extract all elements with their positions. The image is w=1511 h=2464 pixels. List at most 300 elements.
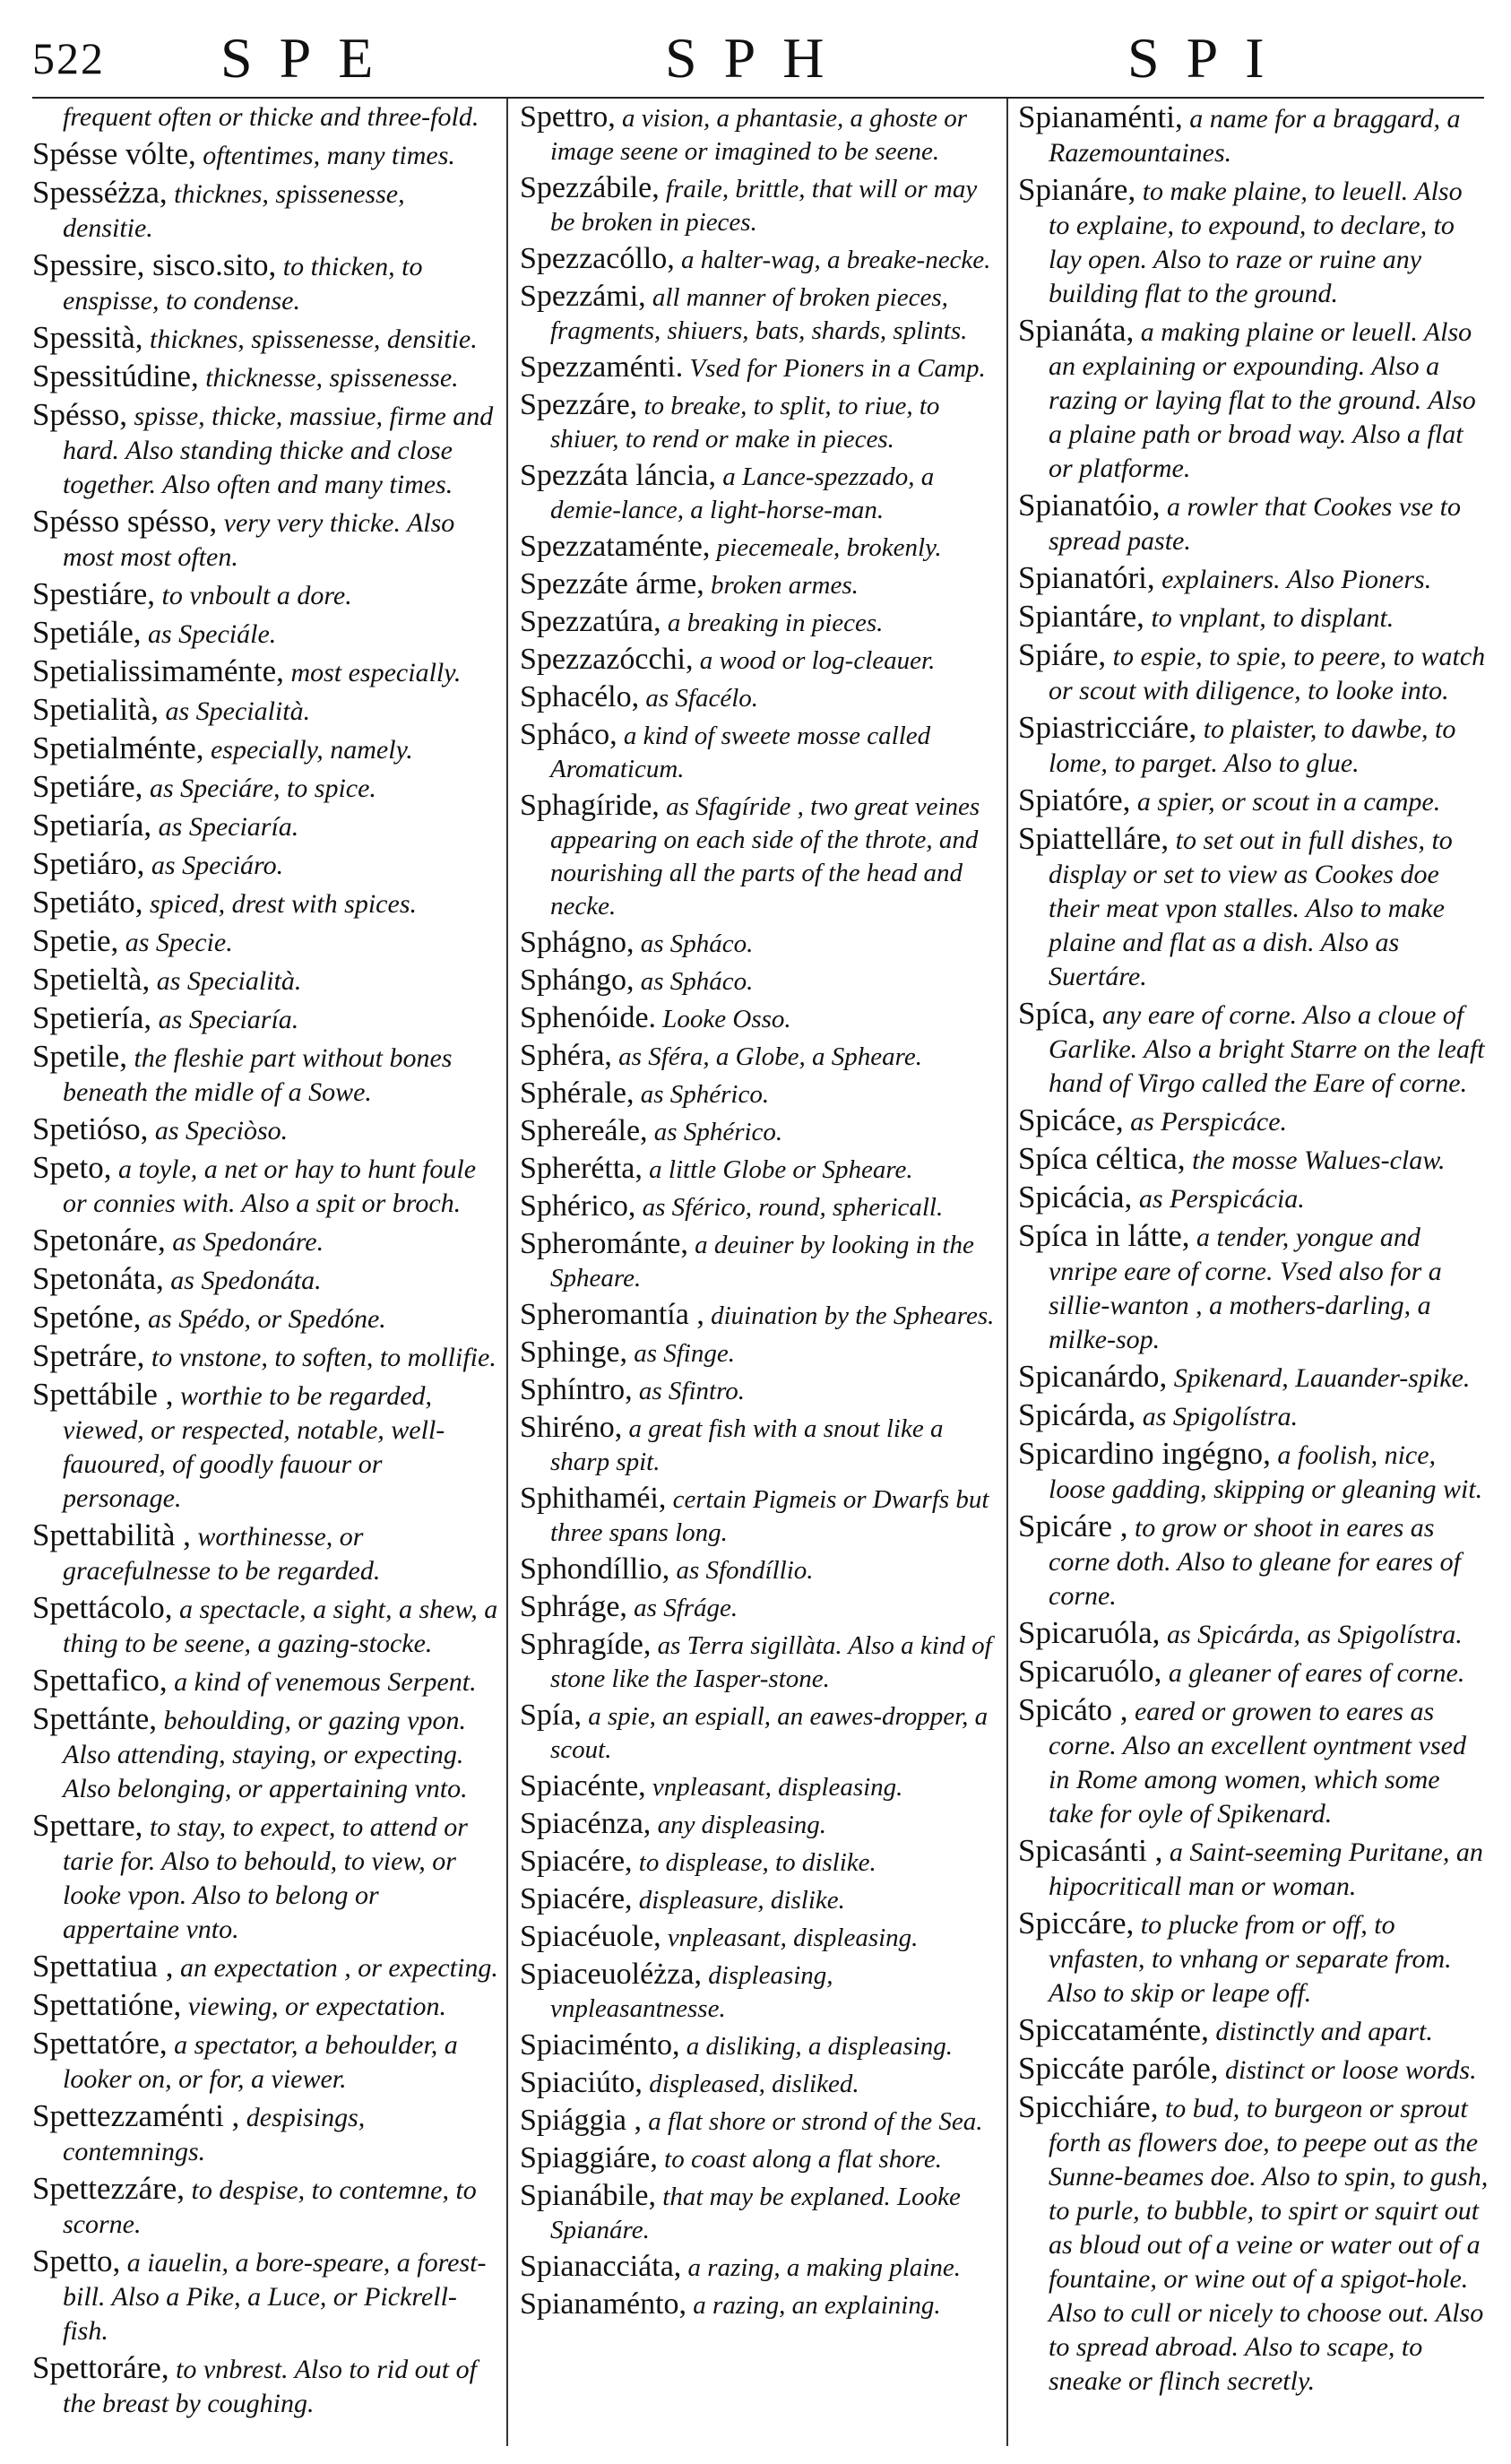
entry-definition: an expectation , or expecting. bbox=[173, 1953, 498, 1983]
entry-definition: a vision, a phantasie, a ghoste or image seene or imagined to be seene. bbox=[550, 104, 968, 166]
dictionary-entry bbox=[32, 654, 498, 690]
entry-definition: as Specialità. bbox=[158, 696, 311, 726]
entry-headword: Spetóne, bbox=[32, 1300, 142, 1335]
dictionary-entry bbox=[1018, 2013, 1489, 2049]
dictionary-entry bbox=[1018, 600, 1489, 635]
entry-definition: as Specialità. bbox=[150, 966, 302, 996]
entry-definition: as Perspicáce. bbox=[1123, 1107, 1288, 1137]
entry-headword: Shiréno, bbox=[520, 1411, 623, 1444]
entry-definition: as Spedonáta. bbox=[163, 1266, 322, 1295]
entry-headword: Spianáta, bbox=[1018, 313, 1135, 348]
entry-definition: Vsed for Pioners in a Camp. bbox=[683, 354, 986, 383]
entry-headword: Spettatióne, bbox=[32, 1987, 182, 2022]
entry-definition: that may be explaned. Looke Spianáre. bbox=[550, 2183, 961, 2244]
entry-headword: Sphereále, bbox=[520, 1114, 648, 1147]
dictionary-entry bbox=[32, 1301, 498, 1336]
dictionary-entry bbox=[520, 1373, 995, 1408]
entry-definition: a breaking in pieces. bbox=[661, 609, 884, 637]
entry-headword: Spicasánti , bbox=[1018, 1833, 1163, 1868]
entry-definition: explainers. Also Pioners. bbox=[1154, 565, 1432, 594]
entry-headword: Spiccáre, bbox=[1018, 1906, 1135, 1941]
entry-definition: a gleaner of eares of corne. bbox=[1161, 1658, 1465, 1688]
entry-headword: Spestiáre, bbox=[32, 576, 156, 611]
entry-headword: Spettezzaménti , bbox=[32, 2098, 240, 2133]
entry-headword: Spianaménti, bbox=[1018, 100, 1183, 134]
entry-definition: as Speciaría. bbox=[151, 1005, 299, 1034]
entry-definition: as Spigolístra. bbox=[1135, 1402, 1299, 1431]
entry-definition: as Spédo, or Spedóne. bbox=[141, 1304, 386, 1334]
entry-headword: Spicáce, bbox=[1018, 1102, 1124, 1137]
entry-headword: Sphinge, bbox=[520, 1336, 627, 1369]
entry-definition: as Sfondíllio. bbox=[669, 1556, 814, 1585]
entry-definition: thicknesse, spissenesse. bbox=[198, 363, 459, 393]
entry-definition: a wood or log-cleauer. bbox=[693, 646, 936, 675]
entry-headword: Spiaciúto, bbox=[520, 2066, 643, 2099]
entry-definition: vnpleasant, displeasing. bbox=[645, 1773, 903, 1802]
dictionary-entry bbox=[520, 2066, 995, 2101]
entry-headword: Spetile, bbox=[32, 1039, 127, 1074]
entry-definition: a name for a braggard, a Razemountaines. bbox=[1049, 104, 1461, 168]
entry-headword: Sphágno, bbox=[520, 926, 635, 959]
entry-headword: Spiccáte paróle, bbox=[1018, 2051, 1219, 2086]
entry-definition: as Sphérico. bbox=[647, 1118, 783, 1146]
entry-definition: as Speciále. bbox=[141, 619, 277, 649]
entry-headword: Sphacélo, bbox=[520, 680, 640, 713]
dictionary-entry bbox=[32, 2027, 498, 2097]
dictionary-entry bbox=[520, 1920, 995, 1955]
entry-definition: thicknes, spissenesse, densitie. bbox=[63, 179, 405, 243]
entry-headword: Spessità, bbox=[32, 320, 143, 355]
entry-definition: very very thicke. Also most most often. bbox=[63, 508, 455, 572]
entry-headword: Spésse vólte, bbox=[32, 136, 196, 171]
dictionary-entry bbox=[520, 1411, 995, 1479]
dictionary-entry bbox=[32, 577, 498, 613]
dictionary-entry bbox=[520, 567, 995, 602]
dictionary-entry bbox=[520, 100, 995, 169]
dictionary-entry bbox=[32, 2244, 498, 2348]
entry-headword: Spetonáre, bbox=[32, 1223, 166, 1258]
entry-definition: to vnplant, to displant. bbox=[1144, 603, 1394, 633]
dictionary-entry bbox=[1018, 561, 1489, 597]
entry-headword: Spiággia , bbox=[520, 2104, 642, 2137]
entry-headword: Spezzábile, bbox=[520, 171, 660, 204]
entry-headword: Sphenóide. bbox=[520, 1001, 657, 1034]
dictionary-entry bbox=[520, 388, 995, 456]
entry-definition: especially, namely. bbox=[203, 735, 413, 765]
entry-definition: piecemeale, brokenly. bbox=[710, 533, 942, 562]
entry-headword: Spicáre , bbox=[1018, 1509, 1128, 1543]
entry-definition: to plaister, to dawbe, to lome, to parget. Also to glue. bbox=[1049, 714, 1456, 778]
entry-headword: Spiantáre, bbox=[1018, 599, 1144, 634]
entry-headword: Spicárda, bbox=[1018, 1397, 1136, 1432]
entry-headword: Spetráre, bbox=[32, 1338, 145, 1373]
dictionary-entry bbox=[1018, 638, 1489, 708]
dictionary-entry bbox=[520, 242, 995, 277]
entry-headword: Spiaciménto, bbox=[520, 2028, 680, 2062]
dictionary-entry bbox=[520, 1114, 995, 1149]
entry-definition: a Lance-spezzado, a demie-lance, a light-horse-man. bbox=[550, 463, 935, 524]
entry-headword: Spetto, bbox=[32, 2244, 121, 2278]
dictionary-entry bbox=[1018, 1219, 1489, 1357]
entry-headword: Spettro, bbox=[520, 100, 616, 134]
entry-definition: a little Globe or Spheare. bbox=[642, 1155, 913, 1184]
dictionary-entry bbox=[32, 963, 498, 999]
entry-definition: a iauelin, a bore-speare, a forest-bill. Also a Pike, a Luce, or Pickrell-fish. bbox=[63, 2248, 487, 2346]
entry-headword: Spicanárdo, bbox=[1018, 1359, 1168, 1394]
dictionary-entry bbox=[520, 2250, 995, 2285]
entry-headword: Spháco, bbox=[520, 718, 617, 751]
dictionary-entry bbox=[520, 459, 995, 527]
dictionary-entry bbox=[520, 1001, 995, 1036]
dictionary-entry bbox=[32, 1001, 498, 1037]
dictionary-entry bbox=[520, 1958, 995, 2026]
entry-headword: Spezzáta láncia, bbox=[520, 459, 716, 492]
dictionary-entry bbox=[1018, 1906, 1489, 2010]
entry-definition: a halter-wag, a breake-necke. bbox=[674, 246, 991, 274]
dictionary-entry bbox=[32, 616, 498, 652]
dictionary-entry bbox=[1018, 1655, 1489, 1690]
dictionary-entry bbox=[32, 2172, 498, 2242]
entry-definition: distinctly and apart. bbox=[1208, 2017, 1433, 2046]
entry-definition: a spectator, a behoulder, a looker on, or for, a viewer. bbox=[63, 2030, 458, 2094]
dictionary-entry bbox=[520, 1807, 995, 1842]
entry-definition: as Sfinge. bbox=[626, 1339, 735, 1368]
dictionary-entry bbox=[520, 1590, 995, 1625]
dictionary-entry bbox=[1018, 1360, 1489, 1396]
entry-headword: Spetialissimaménte, bbox=[32, 653, 284, 688]
entry-definition: all manner of broken pieces, fragments, shiuers, bats, shards, splints. bbox=[550, 283, 968, 345]
entry-definition: the mosse Walues-claw. bbox=[1185, 1146, 1446, 1175]
entry-definition: as Sfintro. bbox=[632, 1377, 746, 1405]
dictionary-entry bbox=[32, 2099, 498, 2169]
entry-definition: to make plaine, to leuell. Also to explaine, to expound, to declare, to lay open. Also to raze or ruine any building flat to the ground. bbox=[1049, 177, 1463, 308]
dictionary-entry bbox=[520, 926, 995, 961]
dictionary-entry bbox=[520, 643, 995, 678]
dictionary-entry bbox=[520, 1227, 995, 1295]
dictionary-entry bbox=[520, 2104, 995, 2139]
entry-definition: spisse, thicke, massiue, firme and hard. Also standing thicke and close together. Also often and many times. bbox=[63, 402, 494, 499]
entry-definition: to vnstone, to soften, to mollifie. bbox=[144, 1343, 496, 1372]
dictionary-entry bbox=[32, 1262, 498, 1298]
entry-definition: to vnboult a dore. bbox=[155, 581, 352, 610]
entry-definition: as Spedonáre. bbox=[165, 1227, 324, 1257]
entry-headword: Sphéra, bbox=[520, 1039, 612, 1072]
entry-definition: vnpleasant, displeasing. bbox=[661, 1924, 919, 1952]
entry-headword: Spettábile , bbox=[32, 1377, 174, 1412]
entry-definition: a kind of sweete mosse called Aromaticum. bbox=[550, 722, 931, 783]
entry-definition: a toyle, a net or hay to hunt foule or connies with. Also a spit or broch. bbox=[63, 1154, 477, 1218]
entry-definition: to espie, to spie, to peere, to watch or scout with diligence, to looke into. bbox=[1049, 642, 1486, 705]
dictionary-entry bbox=[520, 1845, 995, 1880]
entry-headword: Sphráge, bbox=[520, 1590, 627, 1623]
entry-headword: Spiatóre, bbox=[1018, 782, 1131, 817]
entry-headword: Spíca céltica, bbox=[1018, 1141, 1186, 1176]
entry-definition: displeasing, vnpleasantnesse. bbox=[550, 1961, 833, 2023]
entry-headword: Spiccataménte, bbox=[1018, 2012, 1209, 2047]
entry-definition: as Terra sigillàta. Also a kind of stone like the Iasper-stone. bbox=[550, 1631, 992, 1693]
dictionary-entry bbox=[520, 1769, 995, 1804]
entry-headword: Spetie, bbox=[32, 923, 119, 958]
dictionary-entry bbox=[32, 924, 498, 960]
entry-definition: fraile, brittle, that will or may be broken in pieces. bbox=[550, 175, 978, 237]
dictionary-entry bbox=[1018, 488, 1489, 558]
dictionary-entry bbox=[1018, 1437, 1489, 1507]
entry-headword: Spezzataménte, bbox=[520, 530, 711, 563]
dictionary-entry bbox=[520, 2141, 995, 2176]
entry-headword: Spetialità, bbox=[32, 692, 159, 727]
entry-definition: a flat shore or strond of the Sea. bbox=[641, 2107, 983, 2136]
entry-headword: Spiaggiáre, bbox=[520, 2141, 658, 2174]
entry-definition: to breake, to split, to riue, to shiuer, to rend or make in pieces. bbox=[550, 392, 940, 454]
entry-headword: Sphithaméi, bbox=[520, 1482, 667, 1515]
dictionary-entry bbox=[32, 248, 498, 318]
entry-headword: Spianatóio, bbox=[1018, 488, 1161, 523]
column-right bbox=[1018, 100, 1489, 2446]
entry-definition: as Spicárda, as Spigolístra. bbox=[1160, 1620, 1463, 1649]
entry-headword: Spiacére, bbox=[520, 1845, 633, 1878]
entry-headword: Speto, bbox=[32, 1150, 112, 1185]
header-rule bbox=[32, 97, 1484, 99]
entry-headword: Spetonáta, bbox=[32, 1261, 164, 1296]
dictionary-entry bbox=[32, 1151, 498, 1221]
entry-headword: Spicaruólo, bbox=[1018, 1654, 1162, 1689]
column-left bbox=[32, 100, 498, 2446]
entry-definition: as Sférico, round, sphericall. bbox=[635, 1193, 944, 1222]
entry-definition: Looke Osso. bbox=[656, 1005, 791, 1033]
entry-definition: distinct or loose words. bbox=[1218, 2055, 1477, 2085]
dictionary-entry bbox=[32, 886, 498, 921]
dictionary-entry bbox=[1018, 711, 1489, 781]
entry-headword: Sphángo, bbox=[520, 964, 635, 997]
entry-definition: most especially. bbox=[283, 658, 462, 687]
entry-headword: Spiaceuoléżza, bbox=[520, 1958, 702, 1991]
entry-definition: any eare of corne. Also a cloue of Garlike. Also a bright Starre on the leaft hand of Virgo called the Eare of corne. bbox=[1049, 1000, 1485, 1098]
entry-headword: Spessire, sisco.sito, bbox=[32, 247, 277, 282]
entry-definition: despisings, contemnings. bbox=[63, 2103, 366, 2166]
entry-definition: to vnbrest. Also to rid out of the breast by coughing. bbox=[63, 2355, 477, 2418]
entry-headword: Spettácolo, bbox=[32, 1590, 173, 1625]
dictionary-entry bbox=[520, 1189, 995, 1224]
dictionary-entry bbox=[520, 280, 995, 348]
entry-definition: to stay, to expect, to attend or tarie for. Also to behould, to view, or looke vpon. Also to belong or appertaine vnto. bbox=[63, 1812, 468, 1944]
entry-definition: diuination by the Spheares. bbox=[704, 1301, 995, 1330]
entry-headword: Spettoráre, bbox=[32, 2350, 169, 2385]
entry-definition: a disliking, a displeasing. bbox=[679, 2032, 953, 2061]
entry-headword: Spettezzáre, bbox=[32, 2171, 186, 2206]
entry-definition: Spikenard, Lauander-spike. bbox=[1167, 1363, 1471, 1393]
entry-definition: worthinesse, or gracefulnesse to be regarded. bbox=[63, 1522, 381, 1586]
dictionary-entry bbox=[520, 1298, 995, 1333]
dictionary-entry bbox=[32, 1112, 498, 1148]
entry-headword: Spianáre, bbox=[1018, 172, 1136, 207]
dictionary-entry bbox=[32, 1988, 498, 2024]
entry-definition: as Sphérico. bbox=[634, 1080, 770, 1109]
entry-definition: a great fish with a snout like a sharp spit. bbox=[550, 1414, 944, 1476]
dictionary-entry bbox=[32, 808, 498, 844]
dictionary-entry bbox=[520, 171, 995, 239]
entry-definition: behoulding, or gazing vpon. Also attending, staying, or expecting. Also belonging, or appertaining vnto. bbox=[63, 1706, 468, 1803]
entry-headword: Spiacére, bbox=[520, 1882, 633, 1915]
entry-definition: oftentimes, many times. bbox=[195, 141, 455, 170]
entry-headword: Spianaménto, bbox=[520, 2287, 687, 2321]
entry-headword: Spianatóri, bbox=[1018, 560, 1155, 595]
entry-headword: Spetiáto, bbox=[32, 885, 143, 920]
column-middle bbox=[520, 100, 995, 2446]
entry-headword: Spettánte, bbox=[32, 1701, 157, 1736]
dictionary-entry bbox=[32, 100, 498, 134]
dictionary-entry bbox=[32, 137, 498, 173]
column-divider-1 bbox=[506, 99, 508, 2446]
dictionary-entry bbox=[1018, 1142, 1489, 1178]
entry-headword: Spianábile, bbox=[520, 2179, 657, 2212]
guide-word-right: SPI bbox=[1127, 26, 1291, 90]
entry-headword: Spettatiua , bbox=[32, 1949, 174, 1984]
entry-definition: viewing, or expectation. bbox=[181, 1992, 446, 2021]
dictionary-entry bbox=[1018, 822, 1489, 994]
entry-definition: a spectacle, a sight, a shew, a thing to be seene, a gazing-stocke. bbox=[63, 1595, 498, 1658]
entry-definition: to bud, to burgeon or sprout forth as flowers doe, to peepe out as the Sunne-beames doe. Also to spin, to gush, to purle, to bubble, to spirt or squirt out as bloud out of a veine or water out of a fountaine, or wine out of a spigot-hole. Also to cull or nicely to choose out. Also to spread abroad. Also to scape, to sneake or flinch secretly. bbox=[1049, 2094, 1489, 2396]
dictionary-entry bbox=[520, 350, 995, 385]
entry-headword: Spherétta, bbox=[520, 1152, 643, 1185]
dictionary-entry bbox=[520, 605, 995, 640]
entry-headword: Spetialménte, bbox=[32, 731, 204, 765]
entry-definition: a deuiner by looking in the Spheare. bbox=[550, 1231, 974, 1293]
entry-headword: Spezzacóllo, bbox=[520, 242, 675, 275]
dictionary-entry bbox=[1018, 1616, 1489, 1652]
dictionary-entry bbox=[520, 2287, 995, 2322]
dictionary-entry bbox=[1018, 1693, 1489, 1831]
dictionary-entry bbox=[32, 398, 498, 502]
dictionary-entry bbox=[1018, 997, 1489, 1101]
dictionary-entry bbox=[1018, 100, 1489, 170]
entry-headword: Spessitúdine, bbox=[32, 359, 199, 393]
entry-definition: as Sfacélo. bbox=[639, 684, 759, 713]
entry-headword: Spésso, bbox=[32, 397, 127, 432]
dictionary-entry bbox=[520, 789, 995, 923]
entry-definition: any displeasing. bbox=[651, 1811, 827, 1839]
entry-headword: Spiastricciáre, bbox=[1018, 710, 1197, 745]
entry-headword: Spiacénza, bbox=[520, 1807, 652, 1840]
page-number: 522 bbox=[32, 33, 105, 83]
entry-headword: Spetieltà, bbox=[32, 962, 151, 997]
dictionary-entry bbox=[32, 359, 498, 395]
entry-definition: as Sfráge. bbox=[626, 1594, 738, 1622]
entry-definition: displeasure, dislike. bbox=[632, 1886, 845, 1915]
entry-definition: as Spháco. bbox=[634, 929, 754, 958]
entry-headword: Spettafico, bbox=[32, 1663, 168, 1698]
dictionary-entry bbox=[520, 2028, 995, 2063]
entry-definition: a making plaine or leuell. Also an explaining or expounding. Also a razing or laying flat to the ground. Also a plaine path or broad way. Also a flat or platforme. bbox=[1049, 317, 1476, 483]
entry-definition: a spie, an espiall, an eawes-dropper, a scout. bbox=[550, 1702, 989, 1764]
entry-headword: Spiáre, bbox=[1018, 637, 1107, 672]
entry-headword: Spía, bbox=[520, 1699, 582, 1732]
entry-headword: Sphérale, bbox=[520, 1076, 635, 1110]
entry-headword: Spezzazócchi, bbox=[520, 643, 694, 676]
dictionary-entry bbox=[32, 1664, 498, 1699]
entry-headword: Spicácia, bbox=[1018, 1180, 1133, 1215]
dictionary-entry bbox=[1018, 1398, 1489, 1434]
entry-headword: Spiacénte, bbox=[520, 1769, 646, 1803]
entry-headword: Spésso spésso, bbox=[32, 504, 218, 539]
dictionary-entry bbox=[1018, 1834, 1489, 1904]
dictionary-entry bbox=[32, 693, 498, 729]
dictionary-entry bbox=[1018, 1180, 1489, 1216]
dictionary-entry bbox=[1018, 2090, 1489, 2399]
dictionary-entry bbox=[32, 1223, 498, 1259]
entry-definition: eared or growen to eares as corne. Also an excellent oyntment vsed in Rome among women, which some take for oyle of Spikenard. bbox=[1049, 1697, 1466, 1829]
entry-definition: as Speciòso. bbox=[148, 1116, 289, 1146]
entry-headword: Spicaruóla, bbox=[1018, 1615, 1161, 1650]
entry-definition: as Spháco. bbox=[634, 967, 754, 996]
entry-headword: Spiacéuole, bbox=[520, 1920, 661, 1953]
dictionary-entry bbox=[32, 770, 498, 806]
dictionary-entry bbox=[32, 1809, 498, 1947]
entry-definition: certain Pigmeis or Dwarfs but three spans long. bbox=[550, 1485, 989, 1547]
entry-headword: Spetiáro, bbox=[32, 846, 145, 881]
entry-definition: a razing, a making plaine. bbox=[681, 2253, 962, 2282]
dictionary-entry bbox=[520, 1336, 995, 1370]
dictionary-entry bbox=[32, 2351, 498, 2421]
guide-word-center: SPH bbox=[665, 26, 851, 90]
entry-definition: as Sfagíride , two great veines appearing on each side of the throte, and nourishing all the parts of the head and necke. bbox=[550, 792, 980, 921]
entry-definition: to plucke from or off, to vnfasten, to vnhang or separate from. Also to skip or leape off. bbox=[1049, 1910, 1452, 2008]
entry-headword: Spheromantía , bbox=[520, 1298, 704, 1331]
column-divider-2 bbox=[1006, 99, 1008, 2446]
dictionary-entry bbox=[32, 321, 498, 357]
dictionary-entry bbox=[32, 1950, 498, 1985]
entry-definition: to set out in full dishes, to display or set to view as Cookes doe their meat vpon stalles. Also to make plaine and flat as a dish. Also as Suertáre. bbox=[1049, 826, 1453, 991]
dictionary-entry bbox=[520, 680, 995, 715]
entry-definition: thicknes, spissenesse, densitie. bbox=[142, 324, 478, 354]
entry-definition: worthie to be regarded, viewed, or respected, notable, well-fauoured, of goodly fauour or personage. bbox=[63, 1381, 445, 1513]
dictionary-entry bbox=[520, 1076, 995, 1111]
entry-definition: as Speciáre, to spice. bbox=[142, 774, 376, 803]
entry-definition: a rowler that Cookes vse to spread paste. bbox=[1049, 492, 1461, 556]
entry-definition: a kind of venemous Serpent. bbox=[167, 1667, 477, 1697]
dictionary-entry bbox=[32, 1591, 498, 1661]
entry-headword: Spezzatúra, bbox=[520, 605, 661, 638]
dictionary-entry bbox=[520, 1552, 995, 1587]
dictionary-entry bbox=[32, 176, 498, 246]
entry-headword: Sphragíde, bbox=[520, 1628, 652, 1661]
dictionary-entry bbox=[32, 731, 498, 767]
entry-definition: as Speciáro. bbox=[144, 851, 284, 880]
entry-definition: to grow or shoot in eares as corne doth. Also to gleane for eares of corne. bbox=[1049, 1513, 1461, 1611]
entry-definition: the fleshie part without bones beneath the midle of a Sowe. bbox=[63, 1043, 453, 1107]
entry-definition: as Specie. bbox=[118, 928, 233, 957]
dictionary-entry bbox=[520, 1482, 995, 1550]
dictionary-entry bbox=[1018, 2052, 1489, 2088]
entry-headword: Spezzáte árme, bbox=[520, 567, 704, 601]
dictionary-entry bbox=[520, 530, 995, 565]
entry-definition: to displease, to dislike. bbox=[632, 1848, 876, 1877]
entry-headword: Spherománte, bbox=[520, 1227, 688, 1260]
entry-definition: a tender, yongue and vnripe eare of corne. Vsed also for a sillie-wanton , a mothers-darling, a milke-sop. bbox=[1049, 1223, 1442, 1354]
entry-headword: Spezzaménti. bbox=[520, 350, 684, 384]
entry-definition: to thicken, to enspisse, to condense. bbox=[63, 252, 423, 316]
dictionary-entry bbox=[1018, 1103, 1489, 1139]
entry-definition: spiced, drest with spices. bbox=[142, 889, 417, 919]
dictionary-entry bbox=[520, 1699, 995, 1767]
entry-headword: Spetiaría, bbox=[32, 808, 152, 843]
guide-word-left: SPE bbox=[220, 26, 401, 90]
dictionary-entry bbox=[1018, 173, 1489, 311]
entry-headword: Spetiále, bbox=[32, 615, 142, 650]
dictionary-entry bbox=[520, 1628, 995, 1696]
entry-headword: Spettare, bbox=[32, 1808, 143, 1843]
dictionary-entry bbox=[1018, 783, 1489, 819]
dictionary-entry bbox=[520, 1039, 995, 1074]
